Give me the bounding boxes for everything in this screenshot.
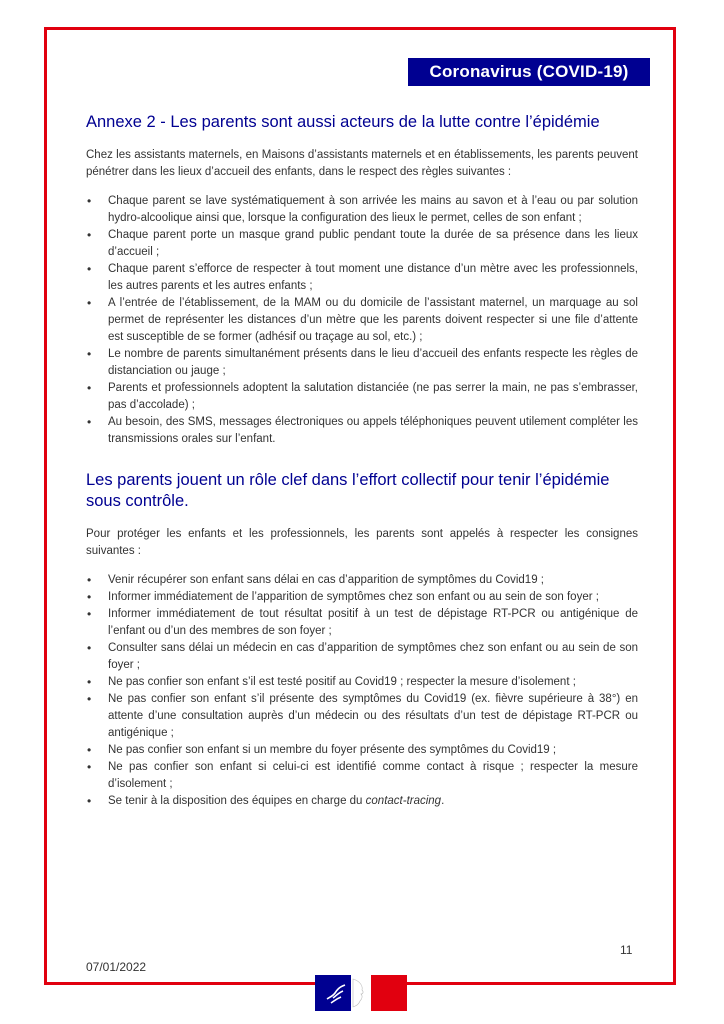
list-item: • Informer immédiatement de tout résultat positif à un test de dépistage RT-PCR ou antigénique de l’enfant ou d’un des membres de son foyer ; bbox=[87, 607, 638, 637]
footer-date: 07/01/2022 bbox=[86, 960, 147, 974]
list-item: • Chaque parent porte un masque grand public pendant toute la durée de sa présence dans les lieux d’accueil ; bbox=[87, 228, 638, 258]
list-item: • Au besoin, des SMS, messages électroniques ou appels téléphoniques peuvent utilement compléter les transmissions orales sur l’enfant. bbox=[87, 415, 638, 445]
bullet-icon: • bbox=[87, 607, 92, 621]
list-item: • Ne pas confier son enfant si celui-ci est identifié comme contact à risque ; respecter la mesure d’isolement ; bbox=[87, 760, 638, 790]
logo-red-panel bbox=[371, 975, 407, 1011]
bullet-icon: • bbox=[87, 194, 92, 208]
bullet-icon: • bbox=[87, 347, 92, 361]
bullet-icon: • bbox=[87, 296, 92, 310]
list-item: • Ne pas confier son enfant s’il est testé positif au Covid19 ; respecter la mesure d’isolement ; bbox=[87, 675, 576, 689]
parent-instructions-list bbox=[86, 572, 638, 810]
annex-intro: Chez les assistants maternels, en Maisons d’assistants maternels et en établissements, les parents peuvent pénétrer dans les lieux d’accueil des enfants, dans le respect des règles suivantes : bbox=[86, 149, 638, 178]
section-intro: Pour protéger les enfants et les professionnels, les parents sont appelés à respecter les consignes suivantes : bbox=[86, 528, 638, 557]
bullet-icon: • bbox=[87, 675, 92, 689]
marianne-profile-icon bbox=[315, 975, 351, 1011]
page-content bbox=[86, 112, 638, 810]
annex-title: Annexe 2 - Les parents sont aussi acteurs de la lutte contre l’épidémie bbox=[86, 113, 600, 131]
list-item: • Se tenir à la disposition des équipes en charge du contact-tracing. bbox=[87, 794, 445, 808]
contact-tracing-emphasis: contact-tracing bbox=[365, 795, 442, 807]
marianne-face-icon bbox=[351, 975, 371, 1011]
republique-francaise-logo bbox=[315, 975, 407, 1011]
bullet-icon: • bbox=[87, 641, 92, 655]
annex-rules-list bbox=[86, 193, 638, 448]
bullet-icon: • bbox=[87, 743, 92, 757]
bullet-icon: • bbox=[87, 692, 92, 706]
bullet-icon: • bbox=[87, 228, 92, 242]
header-banner: Coronavirus (COVID-19) bbox=[408, 58, 650, 86]
bullet-icon: • bbox=[87, 262, 92, 276]
section-title: Les parents jouent un rôle clef dans l’effort collectif pour tenir l’épidémie sous contrôle. bbox=[86, 471, 610, 510]
bullet-icon: • bbox=[87, 794, 92, 808]
list-item: • Consulter sans délai un médecin en cas d’apparition de symptômes chez son enfant ou au sein de son foyer ; bbox=[87, 641, 638, 671]
list-item: • Le nombre de parents simultanément présents dans le lieu d’accueil des enfants respecte les règles de distanciation ou jauge ; bbox=[87, 347, 638, 377]
bullet-icon: • bbox=[87, 573, 92, 587]
bullet-icon: • bbox=[87, 590, 92, 604]
page-number: 11 bbox=[620, 943, 633, 957]
logo-white-panel bbox=[351, 975, 371, 1011]
list-item: • Parents et professionnels adoptent la salutation distanciée (ne pas serrer la main, ne pas s’embrasser, pas d’accolade) ; bbox=[87, 381, 638, 411]
list-item: • Ne pas confier son enfant si un membre du foyer présente des symptômes du Covid19 ; bbox=[87, 743, 557, 757]
bullet-icon: • bbox=[87, 760, 92, 774]
list-item: • Informer immédiatement de l’apparition de symptômes chez son enfant ou au sein de son foyer ; bbox=[87, 590, 599, 604]
logo-blue-panel bbox=[315, 975, 351, 1011]
bullet-icon: • bbox=[87, 381, 92, 395]
bullet-icon: • bbox=[87, 415, 92, 429]
list-item: • Venir récupérer son enfant sans délai en cas d’apparition de symptômes du Covid19 ; bbox=[87, 573, 544, 587]
list-item: • A l’entrée de l’établissement, de la MAM ou du domicile de l’assistant maternel, un marquage au sol permet de représenter les distances d’un mètre que les parents doivent respecter si une file d’attente est susceptible de se former (adhésif ou traçage au sol, etc.) ; bbox=[87, 296, 638, 343]
list-item: • Chaque parent se lave systématiquement à son arrivée les mains au savon et à l’eau ou par solution hydro-alcoolique ainsi que, lorsque la configuration des lieux le permet, celles de son enfant ; bbox=[87, 194, 638, 224]
list-item: • Chaque parent s’efforce de respecter à tout moment une distance d’un mètre avec les professionnels, les autres parents et les autres enfants ; bbox=[87, 262, 638, 292]
list-item: • Ne pas confier son enfant s’il présente des symptômes du Covid19 (ex. fièvre supérieure à 38°) en attente d’une consultation auprès d’un médecin ou des résultats d’un test de dépistage RT-PCR ou antigénique ; bbox=[87, 692, 638, 739]
